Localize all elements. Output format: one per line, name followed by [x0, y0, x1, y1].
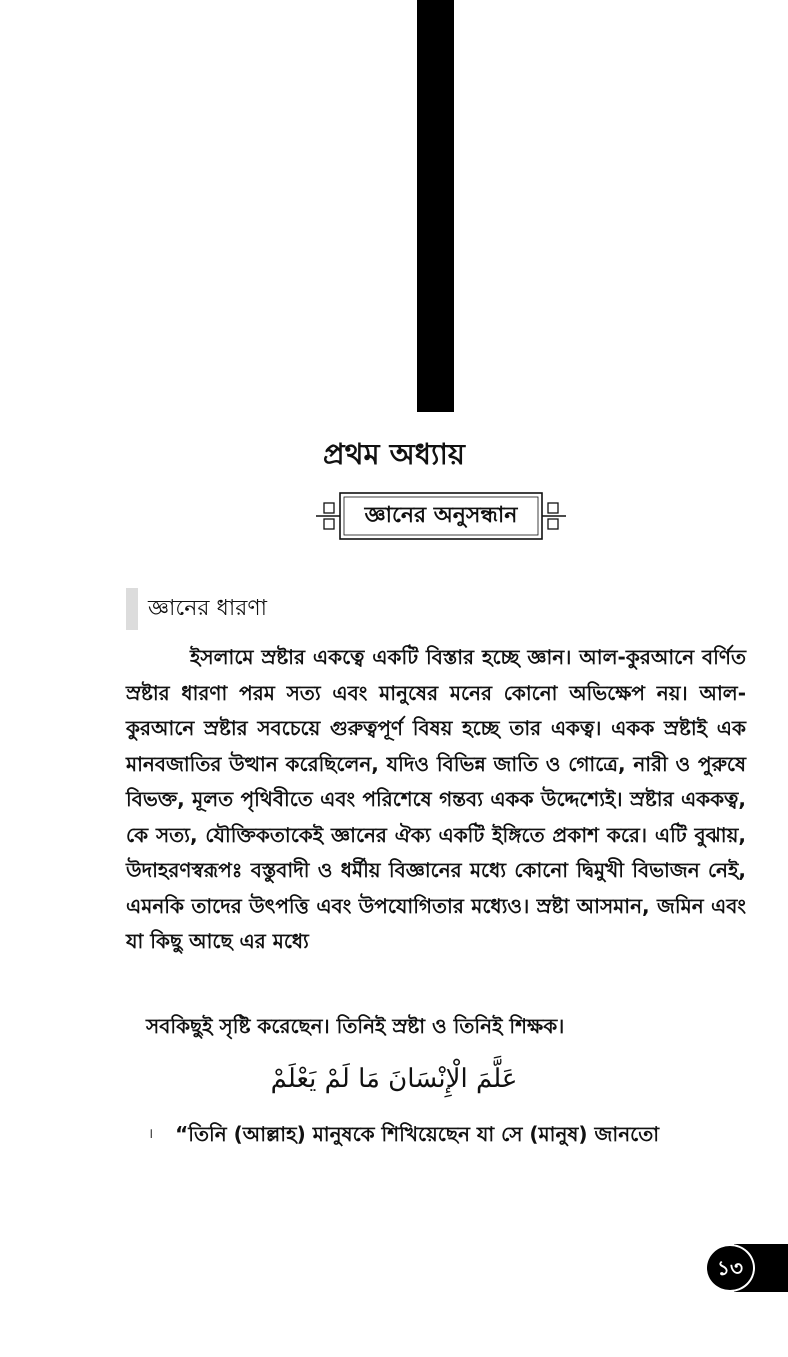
body-continuation: সবকিছুই সৃষ্টি করেছেন। তিনিই স্রষ্টা ও তিনিই শিক্ষক।: [146, 1014, 565, 1038]
verse-translation: “তিনি (আল্লাহ) মানুষকে শিখিয়েছেন যা সে (মানুষ) জানতো: [175, 1122, 660, 1146]
body-text: [126, 640, 746, 960]
verse-marker: ।: [148, 1126, 154, 1142]
page-number: ১৩: [705, 1244, 755, 1292]
verse-translation-row: [148, 1116, 659, 1152]
chapter-decorative-bar: [417, 0, 454, 412]
chapter-title-frame: [316, 489, 566, 543]
chapter-title: জ্ঞানের অনুসন্ধান: [364, 503, 518, 528]
body-paragraph: ইসলামে স্রষ্টার একত্বে একটি বিস্তার হচ্ছে জ্ঞান। আল-কুরআনে বর্ণিত স্রষ্টার ধারণা পরম সত্য এবং মানুষের মনের কোনো অভিক্ষেপ নয়। আল-কুরআনে স্রষ্টার সবচেয়ে গুরুত্বপূর্ণ বিষয় হচ্ছে তার একত্ব। একক স্রষ্টাই এক মানবজাতির উত্থান করেছিলেন, যদিও বিভিন্ন জাতি ও গোত্রে, নারী ও পুরুষে বিভক্ত, মূলত পৃথিবীতে এবং পরিশেষে গন্তব্য একক উদ্দেশ্যেই। স্রষ্টার এককত্ব, কে সত্য, যৌক্তিকতাকেই জ্ঞানের ঐক্য একটি ইঙ্গিতে প্রকাশ করে। এটি বুঝায়, উদাহরণস্বরূপঃ বস্তুবাদী ও ধর্মীয় বিজ্ঞানের মধ্যে কোনো দ্বিমুখী বিভাজন নেই, এমনকি তাদের উৎপত্তি এবং উপযোগিতার মধ্যেও। স্রষ্টা আসমান, জমিন এবং যা কিছু আছে এর মধ্যে: [126, 645, 746, 953]
arabic-verse: عَلَّمَ الْإِنْسَانَ مَا لَمْ يَعْلَمْ: [270, 1064, 518, 1094]
section-marker: [126, 588, 138, 630]
section-heading: জ্ঞানের ধারণা: [148, 596, 267, 621]
section-header: [126, 588, 426, 630]
chapter-number: প্রথম অধ্যায়: [323, 437, 465, 471]
